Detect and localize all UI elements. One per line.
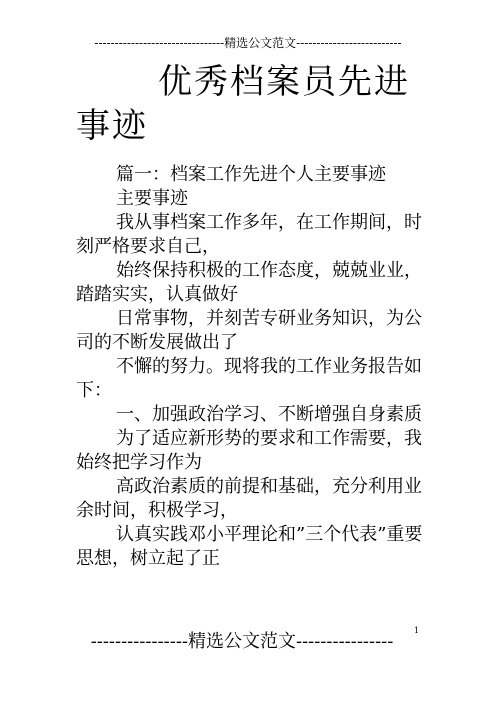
paragraph: 高政治素质的前提和基础，充分利用业余时间，积极学习， — [76, 476, 422, 521]
document-title: 优秀档案员先进事迹 — [76, 62, 410, 146]
page-number: 1 — [414, 626, 420, 635]
paragraph: 认真实践邓小平理论和”三个代表”重要思想，树立起了正 — [76, 524, 423, 569]
paragraph: 我从事档案工作多年，在工作期间，时刻严格要求自己， — [76, 212, 422, 257]
paragraph: 一、加强政治学习、不断增强自身素质 — [116, 404, 422, 425]
paragraph: 日常事物，并刻苦专研业务知识，为公司的不断发展做出了 — [76, 308, 422, 353]
paragraph: 主要事迹 — [116, 188, 188, 209]
page-footer: ----------------精选公文范文---------------- — [90, 631, 394, 652]
paragraph: 为了适应新形势的要求和工作需要，我始终把学习作为 — [76, 428, 422, 473]
paragraph: 始终保持积极的工作态度，兢兢业业，踏踏实实，认真做好 — [76, 260, 422, 305]
page-header: --------------------------------精选公文范文-------------------------- — [94, 36, 402, 50]
paragraph: 不懈的努力。现将我的工作业务报告如下： — [76, 356, 422, 401]
document-body — [76, 163, 428, 571]
paragraph: 篇一：档案工作先进个人主要事迹 — [116, 164, 386, 185]
